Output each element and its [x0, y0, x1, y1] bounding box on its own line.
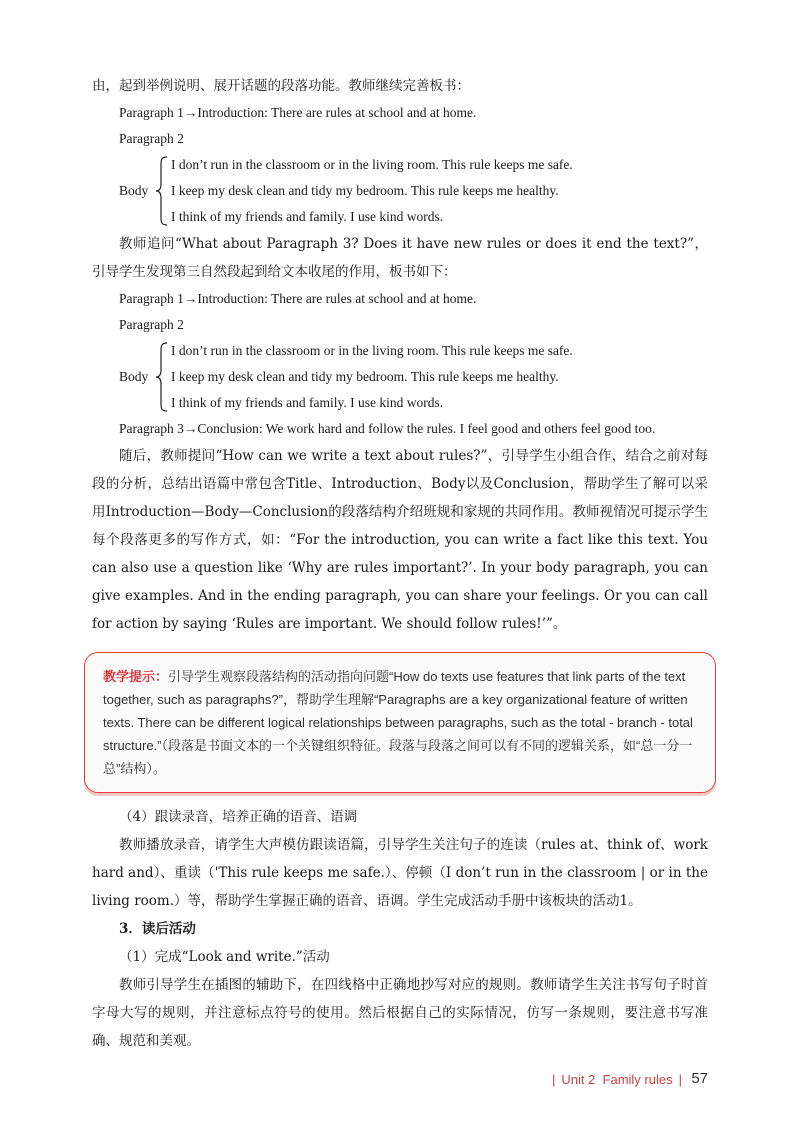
board1-paragraph-1: Paragraph 1→Introduction: There are rules at school and at home.: [119, 105, 477, 120]
step4-text: 教师播放录音，请学生大声模仿跟读语篇，引导学生关注句子的连读（rules at、think of、work hard and）、重读（'This rule keeps me safe.）、停顿（I don’t run in the classroom | or in the living room.）等，帮助学生掌握正确的语音、语调。学生完成活动手册中该板块的活动1。: [92, 837, 708, 909]
step4-heading: （4）跟读录音，培养正确的语音、语调: [119, 809, 358, 825]
board2-body-line: I think of my friends and family. I use kind words.: [171, 395, 444, 410]
board1-paragraph-2: Paragraph 2: [119, 131, 184, 146]
teaching-tip-text: 引导学生观察段落结构的活动指向问题“How do texts use features that link parts of the text together, such as paragraphs?”，帮助学生理解“Paragraphs are a key organizational feature of written texts. There can be different logical relationships between paragraphs, such as the total - branch - total structure.”（段落是书面文本的一个关键组织特征。段落与段落之间可以有不同的逻辑关系，如“总一分一总”结构）。: [103, 669, 693, 776]
board2-paragraph-1: Paragraph 1→Introduction: There are rules at school and at home.: [119, 291, 477, 306]
board1-body-line: I think of my friends and family. I use kind words.: [171, 209, 444, 224]
board2-body-line: I keep my desk clean and tidy my bedroom. This rule keeps me healthy.: [171, 369, 559, 384]
page-number: 57: [691, 1070, 708, 1087]
activity1-heading: （1）完成“Look and write.”活动: [119, 949, 330, 965]
curly-brace-icon: [155, 342, 169, 412]
teaching-tip-title: 教学提示：: [103, 669, 169, 684]
footer-unit: Unit 2: [561, 1072, 596, 1087]
section3-heading: 3．读后活动: [119, 921, 196, 937]
board2-body-line: I don’t run in the classroom or in the living room. This rule keeps me safe.: [171, 343, 573, 358]
board2-paragraph-3: Paragraph 3→Conclusion: We work hard and follow the rules. I feel good and others feel good too.: [119, 421, 656, 436]
board2-paragraph-2: Paragraph 2: [119, 317, 184, 332]
board-notes-2: [92, 286, 708, 442]
board1-body-line: I keep my desk clean and tidy my bedroom. This rule keeps me healthy.: [171, 183, 559, 198]
board2-body-group: [119, 338, 708, 416]
footer-divider: |: [678, 1072, 682, 1087]
board1-body-group: [119, 152, 708, 230]
analysis-paragraph: 随后，教师提问“How can we write a text about rules?”，引导学生小组合作，结合之前对每段的分析，总结出语篇中常包含Title、Introduction、Body以及Conclusion，帮助学生了解可以采用Introduction—Body—Conclusion的段落结构介绍班规和家规的共同作用。教师视情况可提示学生每个段落更多的写作方式，如：“For the introduction, you can write a fact like this text. You can also use a question like ‘Why are rules important?’. In your body paragraph, you can give examples. And in the ending paragraph, you can share your feelings. Or you can call for action by saying ‘Rules are important. We should follow rules!’”。: [92, 448, 708, 632]
teaching-tip-content: [103, 665, 697, 780]
board1-body-line: I don’t run in the classroom or in the living room. This rule keeps me safe.: [171, 157, 573, 172]
board-notes-1: [92, 100, 708, 230]
activity1-text: 教师引导学生在插图的辅助下，在四线格中正确地抄写对应的规则。教师请学生关注书写句子时首字母大写的规则，并注意标点符号的使用。然后根据自己的实际情况，仿写一条规则，要注意书写准确、规范和美观。: [92, 977, 708, 1049]
board1-body-label: Body: [119, 183, 149, 198]
page-footer: [0, 1072, 800, 1092]
footer-unit-info: [546, 1072, 688, 1087]
footer-divider: |: [551, 1072, 556, 1087]
board2-body-label: Body: [119, 369, 149, 384]
curly-brace-icon: [155, 156, 169, 226]
intro-line: 由，起到举例说明、展开话题的段落功能。教师继续完善板书：: [92, 78, 470, 94]
teaching-tip-box: [84, 652, 716, 793]
question-paragraph: 教师追问“What about Paragraph 3? Does it have new rules or does it end the text?”，引导学生发现第三自然段起到给文本收尾的作用，板书如下：: [92, 236, 708, 280]
footer-title: Family rules: [602, 1072, 673, 1087]
